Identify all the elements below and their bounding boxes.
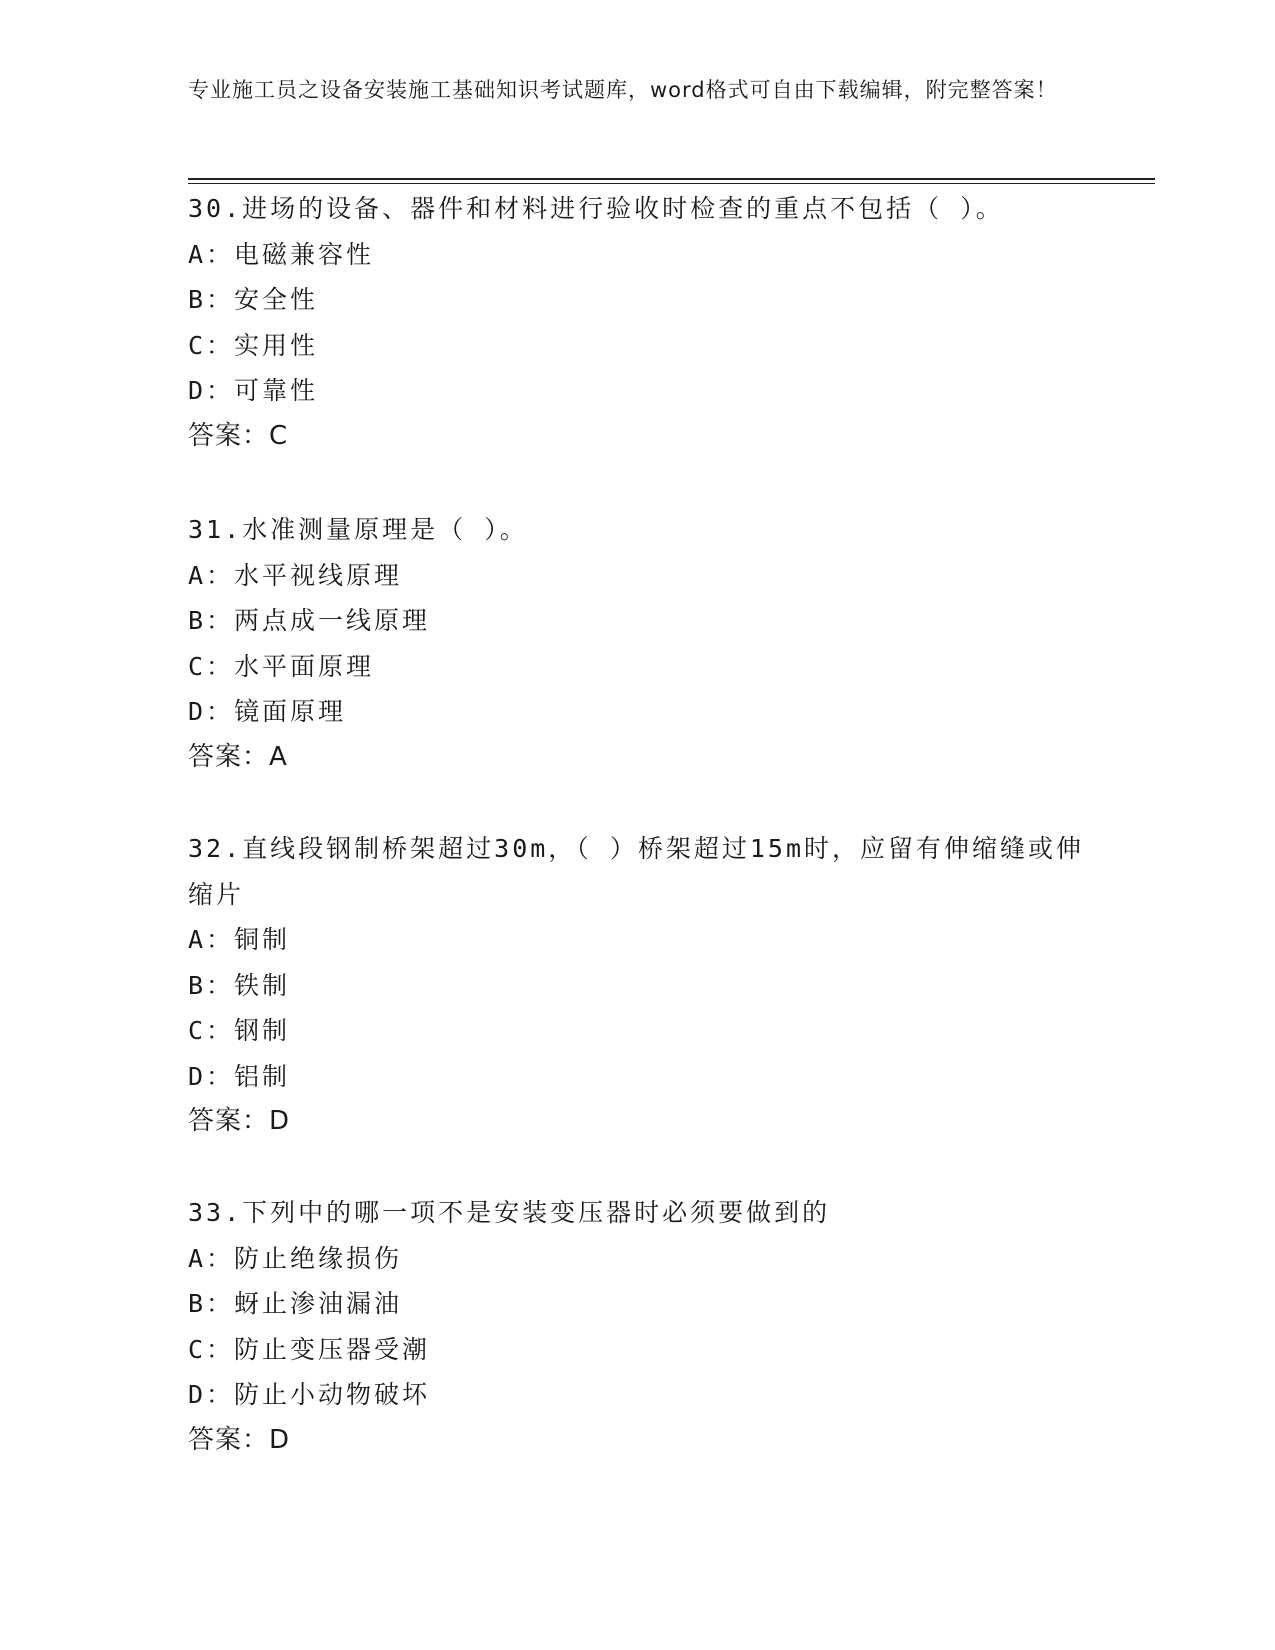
question-stem: 33.下列中的哪一项不是安装变压器时必须要做到的: [188, 1198, 831, 1227]
answer-line: 答案：D: [188, 1424, 291, 1455]
question-stem: 30.进场的设备、器件和材料进行验收时检查的重点不包括（ ）。: [188, 194, 1004, 223]
answer-line: 答案：C: [188, 420, 289, 451]
option-c: C：钢制: [188, 1016, 291, 1045]
option-a: A：防止绝缘损伤: [188, 1243, 403, 1273]
option-b: B：铁制: [188, 970, 291, 1000]
question-stem: 31.水准测量原理是（ ）。: [188, 515, 528, 544]
option-a: A：铜制: [188, 925, 291, 954]
option-a: A：电磁兼容性: [188, 239, 375, 269]
option-b: B：蚜止渗油漏油: [188, 1289, 403, 1318]
answer-line: 答案：A: [188, 741, 288, 772]
option-c: C：实用性: [188, 330, 319, 360]
option-d: D：镜面原理: [188, 697, 347, 726]
option-b: B：安全性: [188, 285, 319, 314]
option-d: D：防止小动物破坏: [188, 1380, 431, 1409]
option-b: B：两点成一线原理: [188, 606, 431, 635]
header-divider-thick: [188, 178, 1155, 180]
question-30: [188, 186, 1088, 459]
question-31: [188, 507, 1088, 780]
option-d: D：可靠性: [188, 376, 319, 405]
question-33: [188, 1190, 1088, 1463]
header-divider-thin: [188, 183, 1155, 184]
option-c: C：防止变压器受潮: [188, 1334, 431, 1364]
question-stem: 32.直线段钢制桥架超过30m，（ ）桥架超过15m时，应留有伸缩缝或伸缩片: [188, 834, 1085, 909]
document-header: 专业施工员之设备安装施工基础知识考试题库，word格式可自由下载编辑，附完整答案！: [188, 78, 1058, 102]
option-c: C：水平面原理: [188, 651, 375, 681]
question-32: [188, 826, 1088, 1145]
answer-line: 答案：D: [188, 1106, 291, 1136]
option-a: A：水平视线原理: [188, 560, 403, 590]
option-d: D：铝制: [188, 1061, 291, 1091]
